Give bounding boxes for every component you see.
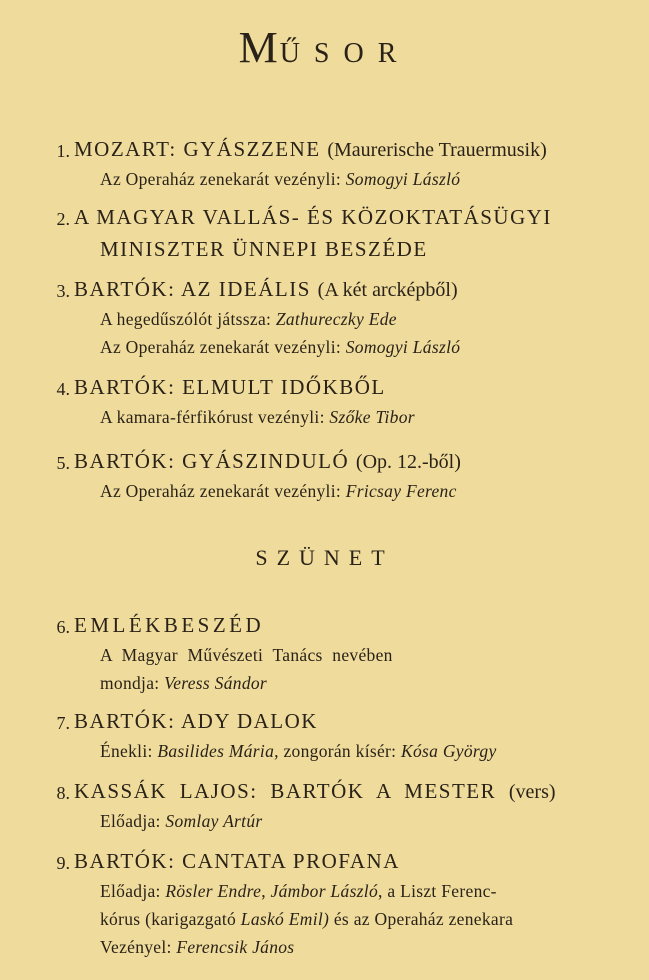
credit-role: Az Operaház zenekarát vezényli: <box>100 337 346 357</box>
item-title-subtitle: (Op. 12.-ből) <box>355 451 461 473</box>
credit-separator: , <box>261 881 271 901</box>
credit-role: Vezényel: <box>100 937 177 957</box>
item-title-subtitle: (Maurerische Trauermusik) <box>327 139 547 161</box>
performer-name: Rösler Endre <box>165 881 262 901</box>
item-title-subtitle: (vers) <box>508 781 556 803</box>
item-number: 5. <box>56 453 70 473</box>
item-title-text: BARTÓK: AZ IDEÁLIS <box>74 277 311 301</box>
item-credit-line <box>100 407 415 428</box>
item-credit-line <box>100 881 497 902</box>
item-number: 7. <box>56 713 70 733</box>
performer-name: Ferencsik János <box>176 937 295 957</box>
performer-name: Szőke Tibor <box>329 407 415 427</box>
item-title <box>74 449 461 474</box>
performer-name: Basilides Mária, <box>157 741 279 761</box>
item-title: EMLÉKBESZÉD <box>74 613 265 637</box>
item-credit-line: A Magyar Művészeti Tanács nevében <box>100 645 393 665</box>
item-title-text: BARTÓK: GYÁSZINDULÓ <box>74 449 350 473</box>
performer-name: Fricsay Ferenc <box>345 481 457 501</box>
item-number: 8. <box>56 783 70 803</box>
credit-role: A kamara-férfikórust vezényli: <box>100 407 330 427</box>
item-number: 3. <box>56 281 70 301</box>
item-credit-line <box>100 909 513 930</box>
item-title <box>74 779 556 804</box>
credit-role: Előadja: <box>100 881 166 901</box>
item-number: 1. <box>56 141 70 161</box>
item-credit-line <box>100 337 460 358</box>
credit-role: Az Operaház zenekarát vezényli: <box>100 169 346 189</box>
item-number: 9. <box>56 853 70 873</box>
performer-name: Zathureczky Ede <box>275 309 397 329</box>
performer-name: Somogyi László <box>345 337 461 357</box>
item-credit-line <box>100 169 460 190</box>
item-title-subtitle: (A két arcképből) <box>317 279 458 301</box>
title-initial: M <box>238 23 280 72</box>
item-credit-line <box>100 309 397 330</box>
item-title: A MAGYAR VALLÁS- ÉS KÖZOKTATÁSÜGYI <box>74 205 552 229</box>
item-credit-line <box>100 811 263 832</box>
credit-role: , a Liszt Ferenc- <box>378 881 497 901</box>
item-credit-line <box>100 937 294 958</box>
item-title <box>74 277 458 302</box>
credit-role: kórus (karigazgató <box>100 909 241 929</box>
performer-name: Jámbor László <box>270 881 379 901</box>
item-title-text: KASSÁK LAJOS: BARTÓK A MESTER <box>74 779 497 803</box>
performer-name: Veress Sándor <box>164 673 268 693</box>
item-credit-line <box>100 673 267 694</box>
item-number: 2. <box>56 209 70 229</box>
item-number: 4. <box>56 379 70 399</box>
item-title: BARTÓK: ELMULT IDŐKBŐL <box>74 375 386 399</box>
performer-name: Somlay Artúr <box>165 811 263 831</box>
performer-name: Somogyi László <box>345 169 461 189</box>
credit-role: és az Operaház zenekara <box>329 909 514 929</box>
credit-role: Az Operaház zenekarát vezényli: <box>100 481 346 501</box>
performer-name: Laskó Emil) <box>240 909 330 929</box>
item-title <box>74 137 547 162</box>
item-number: 6. <box>56 617 70 637</box>
item-title: BARTÓK: ADY DALOK <box>74 709 318 733</box>
credit-role: A hegedűszólót játssza: <box>100 309 276 329</box>
item-title-line2: MINISZTER ÜNNEPI BESZÉDE <box>100 237 428 261</box>
item-credit-line <box>100 481 457 502</box>
page-title <box>0 22 649 73</box>
item-credit-line <box>100 741 497 762</box>
credit-role: Előadja: <box>100 811 166 831</box>
credit-role: zongorán kísér: <box>278 741 402 761</box>
item-title-text: MOZART: GYÁSZZENE <box>74 137 321 161</box>
credit-role: Énekli: <box>100 741 158 761</box>
performer-name: Kósa György <box>401 741 497 761</box>
credit-role: mondja: <box>100 673 165 693</box>
title-rest: ŰSOR <box>279 38 411 69</box>
intermission-heading: SZÜNET <box>255 545 394 570</box>
item-title: BARTÓK: CANTATA PROFANA <box>74 849 400 873</box>
